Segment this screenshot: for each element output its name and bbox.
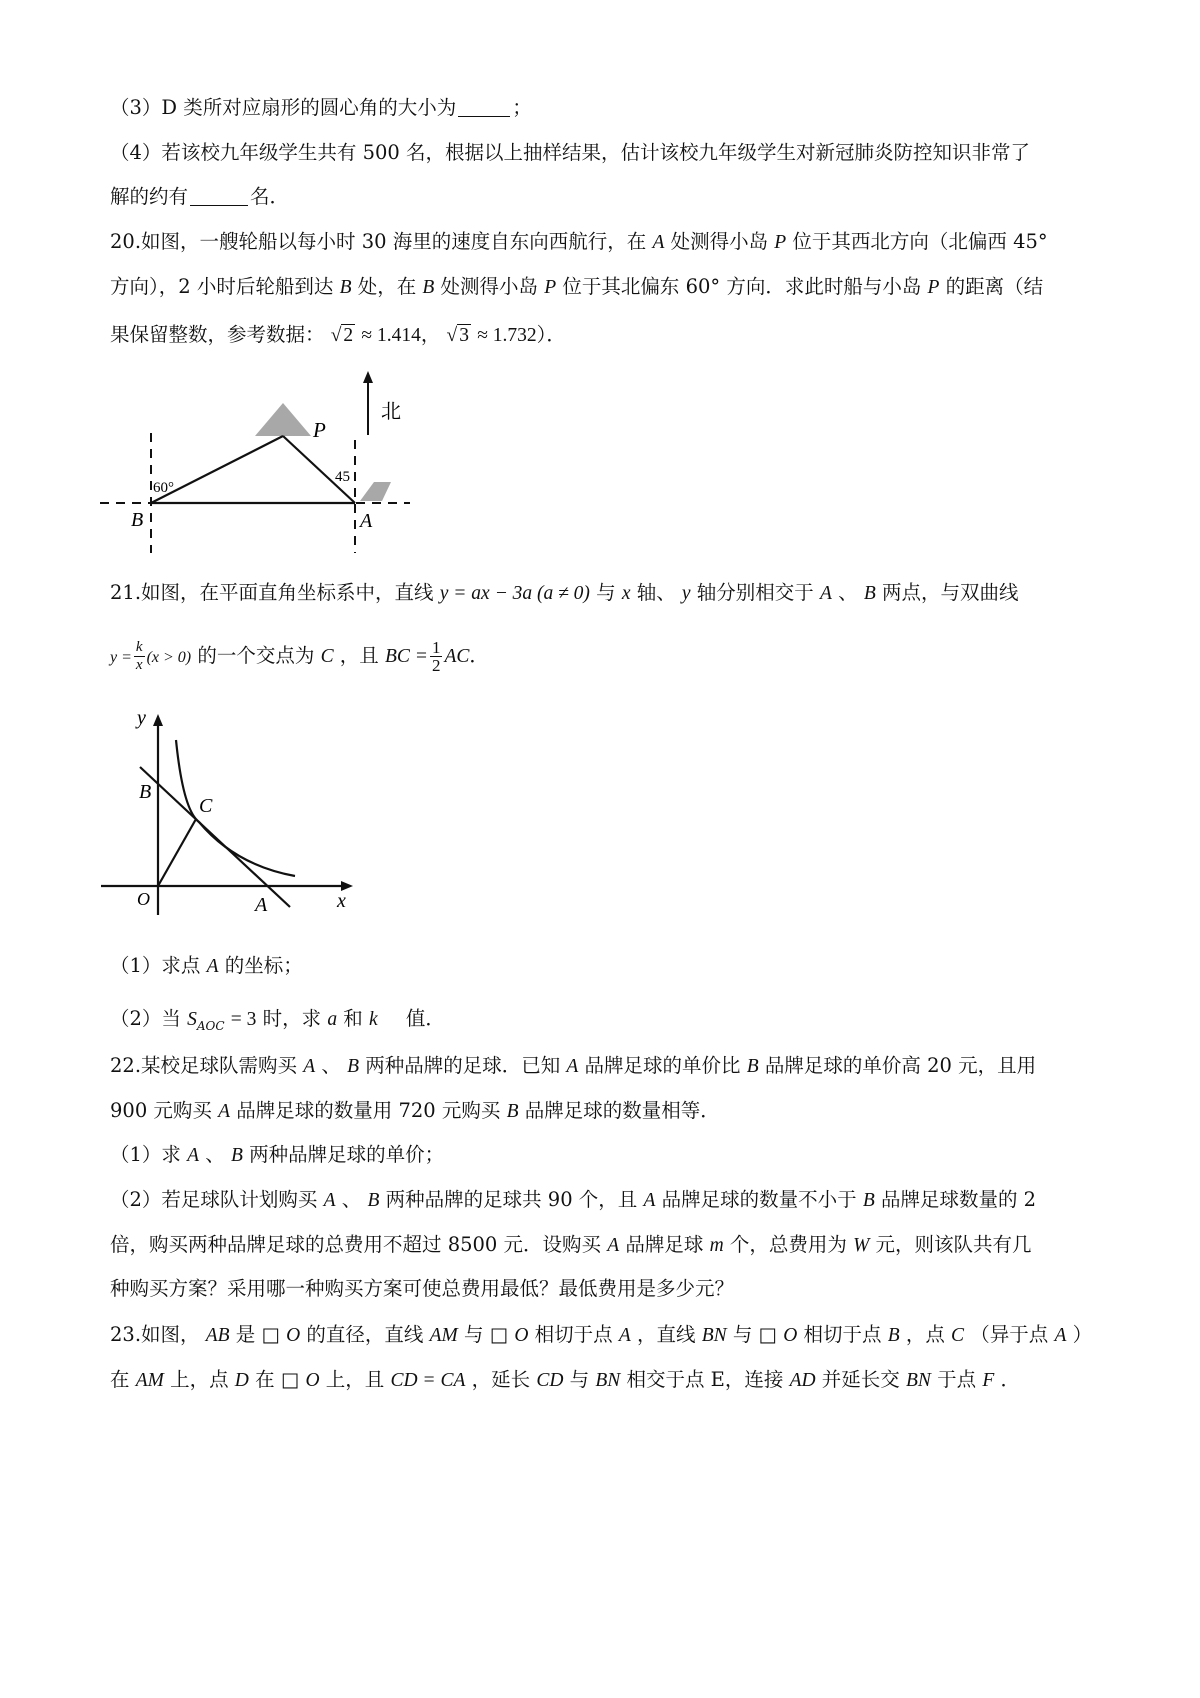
q22-part1 bbox=[110, 1140, 1100, 1171]
line-equation: y = ax − 3a (a ≠ 0) bbox=[439, 583, 590, 604]
denominator: 2 bbox=[431, 656, 441, 675]
text: （2）当 bbox=[110, 1007, 181, 1030]
q22-part2-line1 bbox=[110, 1185, 1100, 1216]
text: 相交于点 E，连接 bbox=[626, 1368, 784, 1391]
q22-line1 bbox=[110, 1051, 1100, 1082]
y-arrow-icon bbox=[153, 714, 163, 726]
text: 时，求 bbox=[262, 1007, 322, 1030]
math-expr: y = bbox=[110, 649, 132, 666]
math-var: O bbox=[783, 1325, 798, 1346]
math-var: O bbox=[514, 1325, 529, 1346]
text: 是 bbox=[235, 1323, 256, 1346]
arrow-head-icon bbox=[363, 371, 373, 383]
text: 位于其西北方向（北偏西 45° bbox=[792, 230, 1048, 253]
text: ，直线 bbox=[636, 1323, 696, 1346]
text: （3）D 类所对应扇形的圆心角的大小为 bbox=[110, 96, 457, 119]
text: 900 元购买 bbox=[110, 1099, 212, 1122]
math-var: B bbox=[347, 1056, 359, 1077]
text: 两种品牌足球的单价； bbox=[249, 1143, 445, 1166]
math-var: D bbox=[234, 1370, 249, 1391]
label-a: A bbox=[360, 510, 373, 532]
subscript: AOC bbox=[196, 1019, 225, 1033]
math-var: B bbox=[339, 277, 352, 298]
text: 、 bbox=[321, 1054, 341, 1077]
label-b: B bbox=[131, 509, 144, 531]
text: 两点，与双曲线 bbox=[881, 581, 1019, 604]
math-var: F bbox=[982, 1370, 995, 1391]
text: ≈ 1.414， bbox=[361, 325, 441, 346]
q22-part2-line3 bbox=[110, 1274, 1100, 1304]
q21-part2 bbox=[110, 1004, 1100, 1041]
math-var: k bbox=[368, 1009, 378, 1030]
text: ） bbox=[1072, 1323, 1093, 1346]
answer-blank[interactable] bbox=[190, 185, 248, 206]
text: 、 bbox=[341, 1188, 362, 1211]
math-var: AB bbox=[205, 1325, 230, 1346]
radicand: 3 bbox=[459, 325, 469, 346]
text: 品牌足球的单价高 20 元，且用 bbox=[764, 1054, 1037, 1077]
text: 方向），2 小时后轮船到达 bbox=[110, 275, 334, 298]
text: 倍，购买两种品牌足球的总费用不超过 8500 元．设购买 bbox=[110, 1233, 602, 1256]
text: 的坐标； bbox=[224, 954, 303, 977]
sqrt-expr: √ 3 bbox=[446, 325, 469, 346]
math-var: a bbox=[327, 1009, 338, 1030]
math-var: B bbox=[887, 1325, 900, 1346]
numerator: 1 bbox=[431, 638, 441, 657]
math-var: A bbox=[1054, 1325, 1067, 1346]
text: 、 bbox=[205, 1143, 225, 1166]
text: 相切于点 bbox=[803, 1323, 882, 1346]
circle-symbol: □ bbox=[758, 1323, 777, 1346]
math-var: x bbox=[621, 583, 631, 604]
text: ； bbox=[512, 96, 532, 119]
math-var: AM bbox=[429, 1325, 458, 1346]
ship-shape bbox=[360, 482, 391, 501]
circle-symbol: □ bbox=[489, 1323, 509, 1346]
denominator: x bbox=[135, 657, 143, 673]
text: 位于其北偏东 60° 方向．求此时船与小岛 bbox=[562, 275, 922, 298]
label-y: y bbox=[137, 707, 146, 729]
q19-part3 bbox=[110, 93, 1100, 123]
math-var: A bbox=[566, 1056, 579, 1077]
math-var: B bbox=[863, 583, 876, 604]
text: ，且 bbox=[339, 644, 379, 667]
text: 品牌足球的数量不小于 bbox=[661, 1188, 857, 1211]
q19-part4-line2 bbox=[110, 182, 1100, 212]
sqrt-expr: √ 2 bbox=[330, 325, 354, 346]
math-var: B bbox=[862, 1190, 875, 1211]
q20-line3 bbox=[110, 320, 1100, 351]
math-var: A bbox=[618, 1325, 631, 1346]
text: 23.如图， bbox=[110, 1323, 200, 1346]
text: ，延长 bbox=[471, 1368, 531, 1391]
text: 品牌足球 bbox=[625, 1233, 704, 1256]
q23-line1 bbox=[110, 1320, 1100, 1351]
text: 种购买方案？采用哪一种购买方案可使总费用最低？最低费用是多少元？ bbox=[110, 1277, 735, 1300]
math-var: BN bbox=[701, 1325, 727, 1346]
q23-line2 bbox=[110, 1365, 1100, 1396]
math-var: B bbox=[506, 1101, 519, 1122]
numerator: k bbox=[135, 639, 143, 655]
math-var: A bbox=[218, 1101, 231, 1122]
math-expr: AC bbox=[444, 646, 470, 667]
math-var: O bbox=[305, 1370, 320, 1391]
text: 品牌足球数量的 2 bbox=[880, 1188, 1037, 1211]
label-o: O bbox=[137, 889, 150, 909]
north-label: 北 bbox=[381, 401, 401, 423]
math-var: O bbox=[286, 1325, 301, 1346]
angle-60-label: 60° bbox=[153, 480, 174, 496]
text: 个，总费用为 bbox=[729, 1233, 847, 1256]
math-var: CD bbox=[536, 1370, 564, 1391]
answer-blank[interactable] bbox=[458, 96, 510, 117]
math-var: B bbox=[422, 277, 435, 298]
label-b: B bbox=[139, 781, 152, 803]
math-var: m bbox=[709, 1235, 724, 1256]
math-expr: BC = bbox=[385, 646, 428, 667]
math-var: P bbox=[927, 277, 940, 298]
text: 的距离（结 bbox=[945, 275, 1044, 298]
label-x: x bbox=[337, 890, 346, 912]
text: （1）求点 bbox=[110, 954, 201, 977]
text: 在 bbox=[110, 1368, 130, 1391]
math-var: A bbox=[323, 1190, 336, 1211]
math-var: B bbox=[746, 1056, 759, 1077]
math-var: BN bbox=[906, 1370, 931, 1391]
text: 并延长交 bbox=[821, 1368, 900, 1391]
math-var: C bbox=[951, 1325, 965, 1346]
q21-line2 bbox=[110, 634, 1100, 678]
text: （1）求 bbox=[110, 1143, 181, 1166]
math-var: AM bbox=[135, 1370, 164, 1391]
q20-ship-figure bbox=[95, 365, 425, 560]
text: 22.某校足球队需购买 bbox=[110, 1054, 298, 1077]
math-var: P bbox=[774, 232, 787, 253]
text: 21.如图，在平面直角坐标系中，直线 bbox=[110, 581, 434, 604]
angle-45-label: 45 bbox=[335, 469, 350, 485]
text: 与 bbox=[569, 1368, 590, 1391]
text: 处测得小岛 bbox=[670, 230, 769, 253]
segment-oc bbox=[158, 819, 196, 886]
math-var: A bbox=[187, 1145, 200, 1166]
text: 相切于点 bbox=[534, 1323, 613, 1346]
label-p: P bbox=[313, 418, 326, 442]
math-var: A bbox=[206, 956, 219, 977]
text: 处测得小岛 bbox=[440, 275, 539, 298]
text: 、 bbox=[838, 581, 858, 604]
text: 品牌足球的数量相等． bbox=[524, 1099, 720, 1122]
math-var: A bbox=[820, 583, 832, 604]
math-var: AD bbox=[789, 1370, 816, 1391]
math-var: W bbox=[853, 1235, 870, 1256]
circle-symbol: □ bbox=[261, 1323, 280, 1346]
fraction-k-over-x bbox=[134, 639, 145, 674]
math-var: S bbox=[187, 1009, 197, 1030]
q22-line2 bbox=[110, 1096, 1100, 1127]
text: 与 bbox=[732, 1323, 753, 1346]
math-var: A bbox=[303, 1056, 316, 1077]
text: 在 bbox=[255, 1368, 275, 1391]
label-c: C bbox=[199, 795, 213, 817]
text: 解的约有 bbox=[110, 185, 189, 208]
q21-coordinate-figure bbox=[95, 700, 375, 925]
text: 的一个交点为 bbox=[197, 644, 315, 667]
text: （异于点 bbox=[970, 1323, 1049, 1346]
q19-part4-line1 bbox=[110, 138, 1100, 168]
text: 两种品牌的足球共 90 个，且 bbox=[385, 1188, 638, 1211]
math-expr: = 3 bbox=[230, 1009, 257, 1030]
text: 和 bbox=[343, 1007, 363, 1030]
text: 轴分别相交于 bbox=[696, 581, 814, 604]
fraction-half bbox=[430, 639, 443, 674]
text: 上，且 bbox=[325, 1368, 385, 1391]
math-expr: (x > 0) bbox=[146, 649, 192, 666]
circle-symbol: □ bbox=[280, 1368, 300, 1391]
q21-line1 bbox=[110, 578, 1100, 609]
text: 两种品牌的足球．已知 bbox=[365, 1054, 561, 1077]
island-p-shape bbox=[255, 403, 311, 436]
text: 于点 bbox=[937, 1368, 977, 1391]
text: ，点 bbox=[905, 1323, 945, 1346]
q21-part1 bbox=[110, 951, 1100, 982]
label-a: A bbox=[255, 894, 268, 916]
math-var: y bbox=[681, 583, 691, 604]
text: ≈ 1.732）． bbox=[477, 325, 566, 346]
text: ． bbox=[469, 644, 489, 667]
text: （2）若足球队计划购买 bbox=[110, 1188, 318, 1211]
text: 果保留整数，参考数据： bbox=[110, 323, 325, 346]
text: 的直径，直线 bbox=[306, 1323, 424, 1346]
q20-line1 bbox=[110, 227, 1100, 258]
math-var: B bbox=[230, 1145, 243, 1166]
math-var: C bbox=[320, 646, 334, 667]
text: 与 bbox=[596, 581, 616, 604]
text: 品牌足球的数量用 720 元购买 bbox=[236, 1099, 501, 1122]
text: 上，点 bbox=[170, 1368, 229, 1391]
text: 名． bbox=[250, 185, 290, 208]
text: 轴、 bbox=[636, 581, 676, 604]
math-var: A bbox=[652, 232, 665, 253]
text: （4）若该校九年级学生共有 500 名，根据以上抽样结果，估计该校九年级学生对新冠肺炎防控知识非常了 bbox=[110, 141, 1031, 164]
radicand: 2 bbox=[343, 325, 354, 346]
text: 处，在 bbox=[357, 275, 417, 298]
math-var: P bbox=[544, 277, 557, 298]
text: 品牌足球的单价比 bbox=[584, 1054, 741, 1077]
math-var: A bbox=[607, 1235, 620, 1256]
q20-line2 bbox=[110, 272, 1100, 303]
math-expr: CD = CA bbox=[390, 1370, 466, 1391]
math-var: B bbox=[367, 1190, 380, 1211]
math-var: BN bbox=[595, 1370, 621, 1391]
text: 与 bbox=[463, 1323, 484, 1346]
math-var: A bbox=[643, 1190, 656, 1211]
text: 元，则该队共有几 bbox=[875, 1233, 1032, 1256]
text: 值． bbox=[405, 1007, 445, 1030]
text: 20.如图，一艘轮船以每小时 30 海里的速度自东向西航行，在 bbox=[110, 230, 647, 253]
text: ． bbox=[1000, 1368, 1020, 1391]
q22-part2-line2 bbox=[110, 1230, 1100, 1261]
